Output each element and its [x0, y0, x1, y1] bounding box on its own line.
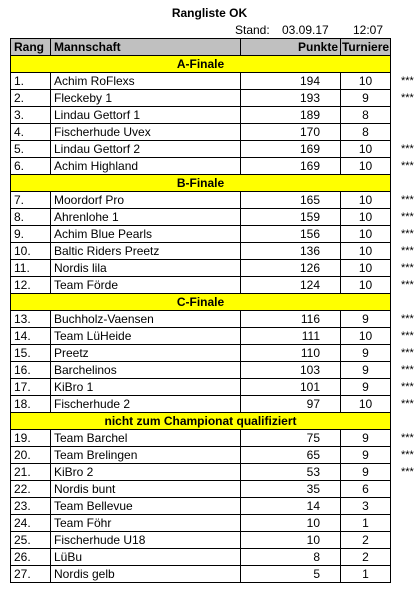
rank-cell: 8. — [11, 209, 51, 226]
qualification-mark: *** — [401, 448, 414, 461]
rank-cell: 16. — [11, 362, 51, 379]
tournaments-cell: 9 — [341, 464, 391, 481]
team-name-cell: Preetz — [51, 345, 241, 362]
rank-cell: 7. — [11, 192, 51, 209]
tournaments-cell: 9 — [341, 430, 391, 447]
rank-cell: 1. — [11, 73, 51, 90]
table-row — [11, 481, 391, 498]
tournaments-cell: 10 — [341, 73, 391, 90]
rank-cell: 26. — [11, 549, 51, 566]
points-cell: 165 — [241, 192, 341, 209]
rank-cell: 2. — [11, 90, 51, 107]
tournaments-cell: 9 — [341, 90, 391, 107]
team-name-cell: Nordis lila — [51, 260, 241, 277]
team-name-cell: Team Brelingen — [51, 447, 241, 464]
section-header — [11, 175, 391, 192]
qualification-mark: *** — [401, 227, 414, 240]
team-name-cell: Achim Highland — [51, 158, 241, 175]
points-cell: 170 — [241, 124, 341, 141]
table-body — [11, 56, 391, 583]
rank-cell: 13. — [11, 311, 51, 328]
section-title: nicht zum Championat qualifiziert — [11, 413, 391, 430]
rank-cell: 21. — [11, 464, 51, 481]
team-name-cell: Fischerhude 2 — [51, 396, 241, 413]
qualification-mark: *** — [401, 91, 414, 104]
ranking-table — [10, 38, 391, 583]
column-header-mannschaft: Mannschaft — [51, 39, 241, 56]
points-cell: 35 — [241, 481, 341, 498]
table-row — [11, 532, 391, 549]
points-cell: 14 — [241, 498, 341, 515]
rank-cell: 6. — [11, 158, 51, 175]
rank-cell: 15. — [11, 345, 51, 362]
table-row — [11, 396, 391, 413]
points-cell: 156 — [241, 226, 341, 243]
rank-cell: 27. — [11, 566, 51, 583]
tournaments-cell: 9 — [341, 447, 391, 464]
table-row — [11, 90, 391, 107]
tournaments-cell: 10 — [341, 277, 391, 294]
points-cell: 116 — [241, 311, 341, 328]
team-name-cell: Lindau Gettorf 1 — [51, 107, 241, 124]
table-row — [11, 124, 391, 141]
tournaments-cell: 9 — [341, 345, 391, 362]
points-cell: 169 — [241, 141, 341, 158]
team-name-cell: Barchelinos — [51, 362, 241, 379]
qualification-mark: *** — [401, 431, 414, 444]
rank-cell: 23. — [11, 498, 51, 515]
team-name-cell: Baltic Riders Preetz — [51, 243, 241, 260]
points-cell: 124 — [241, 277, 341, 294]
points-cell: 169 — [241, 158, 341, 175]
points-cell: 53 — [241, 464, 341, 481]
section-title: A-Finale — [11, 56, 391, 73]
points-cell: 159 — [241, 209, 341, 226]
points-cell: 75 — [241, 430, 341, 447]
rank-cell: 12. — [11, 277, 51, 294]
tournaments-cell: 9 — [341, 379, 391, 396]
tournaments-cell: 10 — [341, 328, 391, 345]
team-name-cell: Ahrenlohe 1 — [51, 209, 241, 226]
stand-label: Stand: — [235, 23, 270, 37]
tournaments-cell: 8 — [341, 107, 391, 124]
qualification-mark: *** — [401, 74, 414, 87]
qualification-mark: *** — [401, 363, 414, 376]
qualification-mark: *** — [401, 261, 414, 274]
table-row — [11, 141, 391, 158]
table-header-row — [11, 39, 391, 56]
tournaments-cell: 6 — [341, 481, 391, 498]
tournaments-cell: 10 — [341, 192, 391, 209]
rank-cell: 10. — [11, 243, 51, 260]
qualification-mark: *** — [401, 312, 414, 325]
rank-cell: 19. — [11, 430, 51, 447]
qualification-mark: *** — [401, 465, 414, 478]
column-header-rang: Rang — [11, 39, 51, 56]
rank-cell: 5. — [11, 141, 51, 158]
tournaments-cell: 10 — [341, 243, 391, 260]
team-name-cell: Fischerhude U18 — [51, 532, 241, 549]
team-name-cell: Fischerhude Uvex — [51, 124, 241, 141]
table-row — [11, 345, 391, 362]
points-cell: 10 — [241, 532, 341, 549]
team-name-cell: Moordorf Pro — [51, 192, 241, 209]
points-cell: 111 — [241, 328, 341, 345]
table-row — [11, 226, 391, 243]
table-row — [11, 311, 391, 328]
table-row — [11, 209, 391, 226]
team-name-cell: Achim Blue Pearls — [51, 226, 241, 243]
qualification-mark: *** — [401, 278, 414, 291]
points-cell: 8 — [241, 549, 341, 566]
stand-date: 03.09.17 — [282, 23, 329, 37]
table-row — [11, 464, 391, 481]
rank-cell: 14. — [11, 328, 51, 345]
points-cell: 193 — [241, 90, 341, 107]
page-title: Rangliste OK — [171, 6, 248, 20]
team-name-cell: KiBro 2 — [51, 464, 241, 481]
tournaments-cell: 10 — [341, 158, 391, 175]
qualification-mark: *** — [401, 210, 414, 223]
tournaments-cell: 10 — [341, 226, 391, 243]
team-name-cell: Team Föhr — [51, 515, 241, 532]
team-name-cell: Team Barchel — [51, 430, 241, 447]
points-cell: 103 — [241, 362, 341, 379]
rank-cell: 3. — [11, 107, 51, 124]
points-cell: 101 — [241, 379, 341, 396]
section-title: B-Finale — [11, 175, 391, 192]
table-row — [11, 243, 391, 260]
rank-cell: 9. — [11, 226, 51, 243]
qualification-mark: *** — [401, 159, 414, 172]
table-row — [11, 379, 391, 396]
table-row — [11, 515, 391, 532]
qualification-mark: *** — [401, 346, 414, 359]
tournaments-cell: 10 — [341, 141, 391, 158]
tournaments-cell: 3 — [341, 498, 391, 515]
qualification-mark: *** — [401, 329, 414, 342]
column-header-punkte: Punkte — [241, 39, 341, 56]
table-row — [11, 277, 391, 294]
table-row — [11, 328, 391, 345]
team-name-cell: KiBro 1 — [51, 379, 241, 396]
rank-cell: 11. — [11, 260, 51, 277]
points-cell: 5 — [241, 566, 341, 583]
points-cell: 97 — [241, 396, 341, 413]
tournaments-cell: 8 — [341, 124, 391, 141]
table-row — [11, 549, 391, 566]
table-row — [11, 73, 391, 90]
points-cell: 189 — [241, 107, 341, 124]
tournaments-cell: 2 — [341, 532, 391, 549]
team-name-cell: Nordis gelb — [51, 566, 241, 583]
points-cell: 65 — [241, 447, 341, 464]
points-cell: 10 — [241, 515, 341, 532]
team-name-cell: Buchholz-Vaensen — [51, 311, 241, 328]
table-row — [11, 430, 391, 447]
qualification-mark: *** — [401, 193, 414, 206]
team-name-cell: LüBu — [51, 549, 241, 566]
table-row — [11, 362, 391, 379]
table-row — [11, 498, 391, 515]
qualification-mark: *** — [401, 380, 414, 393]
team-name-cell: Fleckeby 1 — [51, 90, 241, 107]
tournaments-cell: 10 — [341, 260, 391, 277]
column-header-turniere: Turniere — [341, 40, 390, 54]
table-row — [11, 107, 391, 124]
tournaments-cell: 10 — [341, 209, 391, 226]
qualification-mark: *** — [401, 244, 414, 257]
rank-cell: 24. — [11, 515, 51, 532]
section-header — [11, 413, 391, 430]
table-row — [11, 566, 391, 583]
qualification-mark: *** — [401, 142, 414, 155]
team-name-cell: Lindau Gettorf 2 — [51, 141, 241, 158]
section-header — [11, 294, 391, 311]
table-row — [11, 260, 391, 277]
tournaments-cell: 9 — [341, 362, 391, 379]
stand-time: 12:07 — [353, 23, 384, 37]
team-name-cell: Team Förde — [51, 277, 241, 294]
rank-cell: 25. — [11, 532, 51, 549]
rank-cell: 4. — [11, 124, 51, 141]
team-name-cell: Team Bellevue — [51, 498, 241, 515]
tournaments-cell: 10 — [341, 396, 391, 413]
rank-cell: 20. — [11, 447, 51, 464]
tournaments-cell: 2 — [341, 549, 391, 566]
stand-line — [0, 23, 419, 37]
rank-cell: 17. — [11, 379, 51, 396]
points-cell: 136 — [241, 243, 341, 260]
tournaments-cell: 1 — [341, 566, 391, 583]
table-row — [11, 158, 391, 175]
team-name-cell: Team LüHeide — [51, 328, 241, 345]
tournaments-cell: 1 — [341, 515, 391, 532]
tournaments-cell: 9 — [341, 311, 391, 328]
section-header — [11, 56, 391, 73]
points-cell: 126 — [241, 260, 341, 277]
table-row — [11, 192, 391, 209]
points-cell: 110 — [241, 345, 341, 362]
qualification-mark: *** — [401, 397, 414, 410]
points-cell: 194 — [241, 73, 341, 90]
team-name-cell: Nordis bunt — [51, 481, 241, 498]
team-name-cell: Achim RoFlexs — [51, 73, 241, 90]
table-row — [11, 447, 391, 464]
rank-cell: 18. — [11, 396, 51, 413]
rank-cell: 22. — [11, 481, 51, 498]
section-title: C-Finale — [11, 294, 391, 311]
